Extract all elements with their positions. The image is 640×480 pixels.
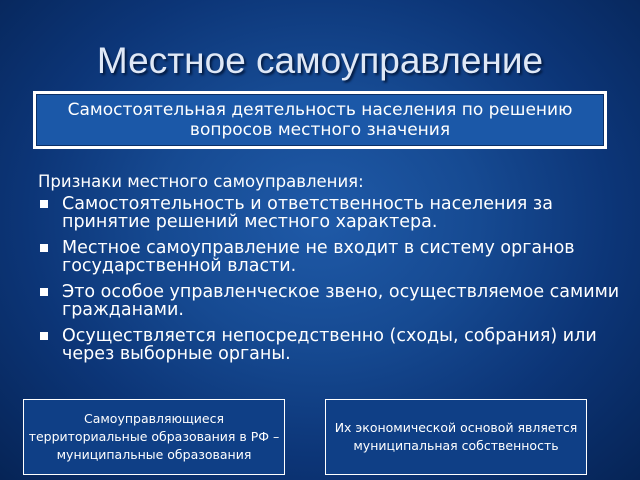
list-item bbox=[38, 239, 628, 275]
features-list bbox=[38, 195, 628, 371]
slide-title: Местное самоуправление bbox=[96, 40, 544, 81]
square-bullet-icon bbox=[40, 200, 48, 208]
definition-text: Самостоятельная деятельность населения по решению вопросов местного значения bbox=[36, 94, 604, 146]
list-item-text: Осуществляется непосредственно (сходы, собрания) или через выборные органы. bbox=[62, 326, 597, 364]
definition-box bbox=[33, 91, 607, 149]
municipal-formations-box bbox=[23, 399, 285, 475]
economic-basis-text: Их экономической основой является муниципальная собственность bbox=[334, 420, 578, 453]
municipal-formations-text: Самоуправляющиеся территориальные образования в РФ – муниципальные образования bbox=[28, 411, 280, 462]
square-bullet-icon bbox=[40, 332, 48, 340]
features-heading: Признаки местного самоуправления: bbox=[38, 172, 364, 191]
list-item bbox=[38, 283, 628, 319]
list-item-text: Самостоятельность и ответственность населения за принятие решений местного характера. bbox=[62, 194, 553, 232]
list-item bbox=[38, 327, 628, 363]
list-item bbox=[38, 195, 628, 231]
list-item-text: Местное самоуправление не входит в систему органов государственной власти. bbox=[62, 238, 575, 276]
square-bullet-icon bbox=[40, 244, 48, 252]
economic-basis-box bbox=[325, 399, 587, 475]
list-item-text: Это особое управленческое звено, осуществляемое самими гражданами. bbox=[62, 282, 620, 320]
square-bullet-icon bbox=[40, 288, 48, 296]
